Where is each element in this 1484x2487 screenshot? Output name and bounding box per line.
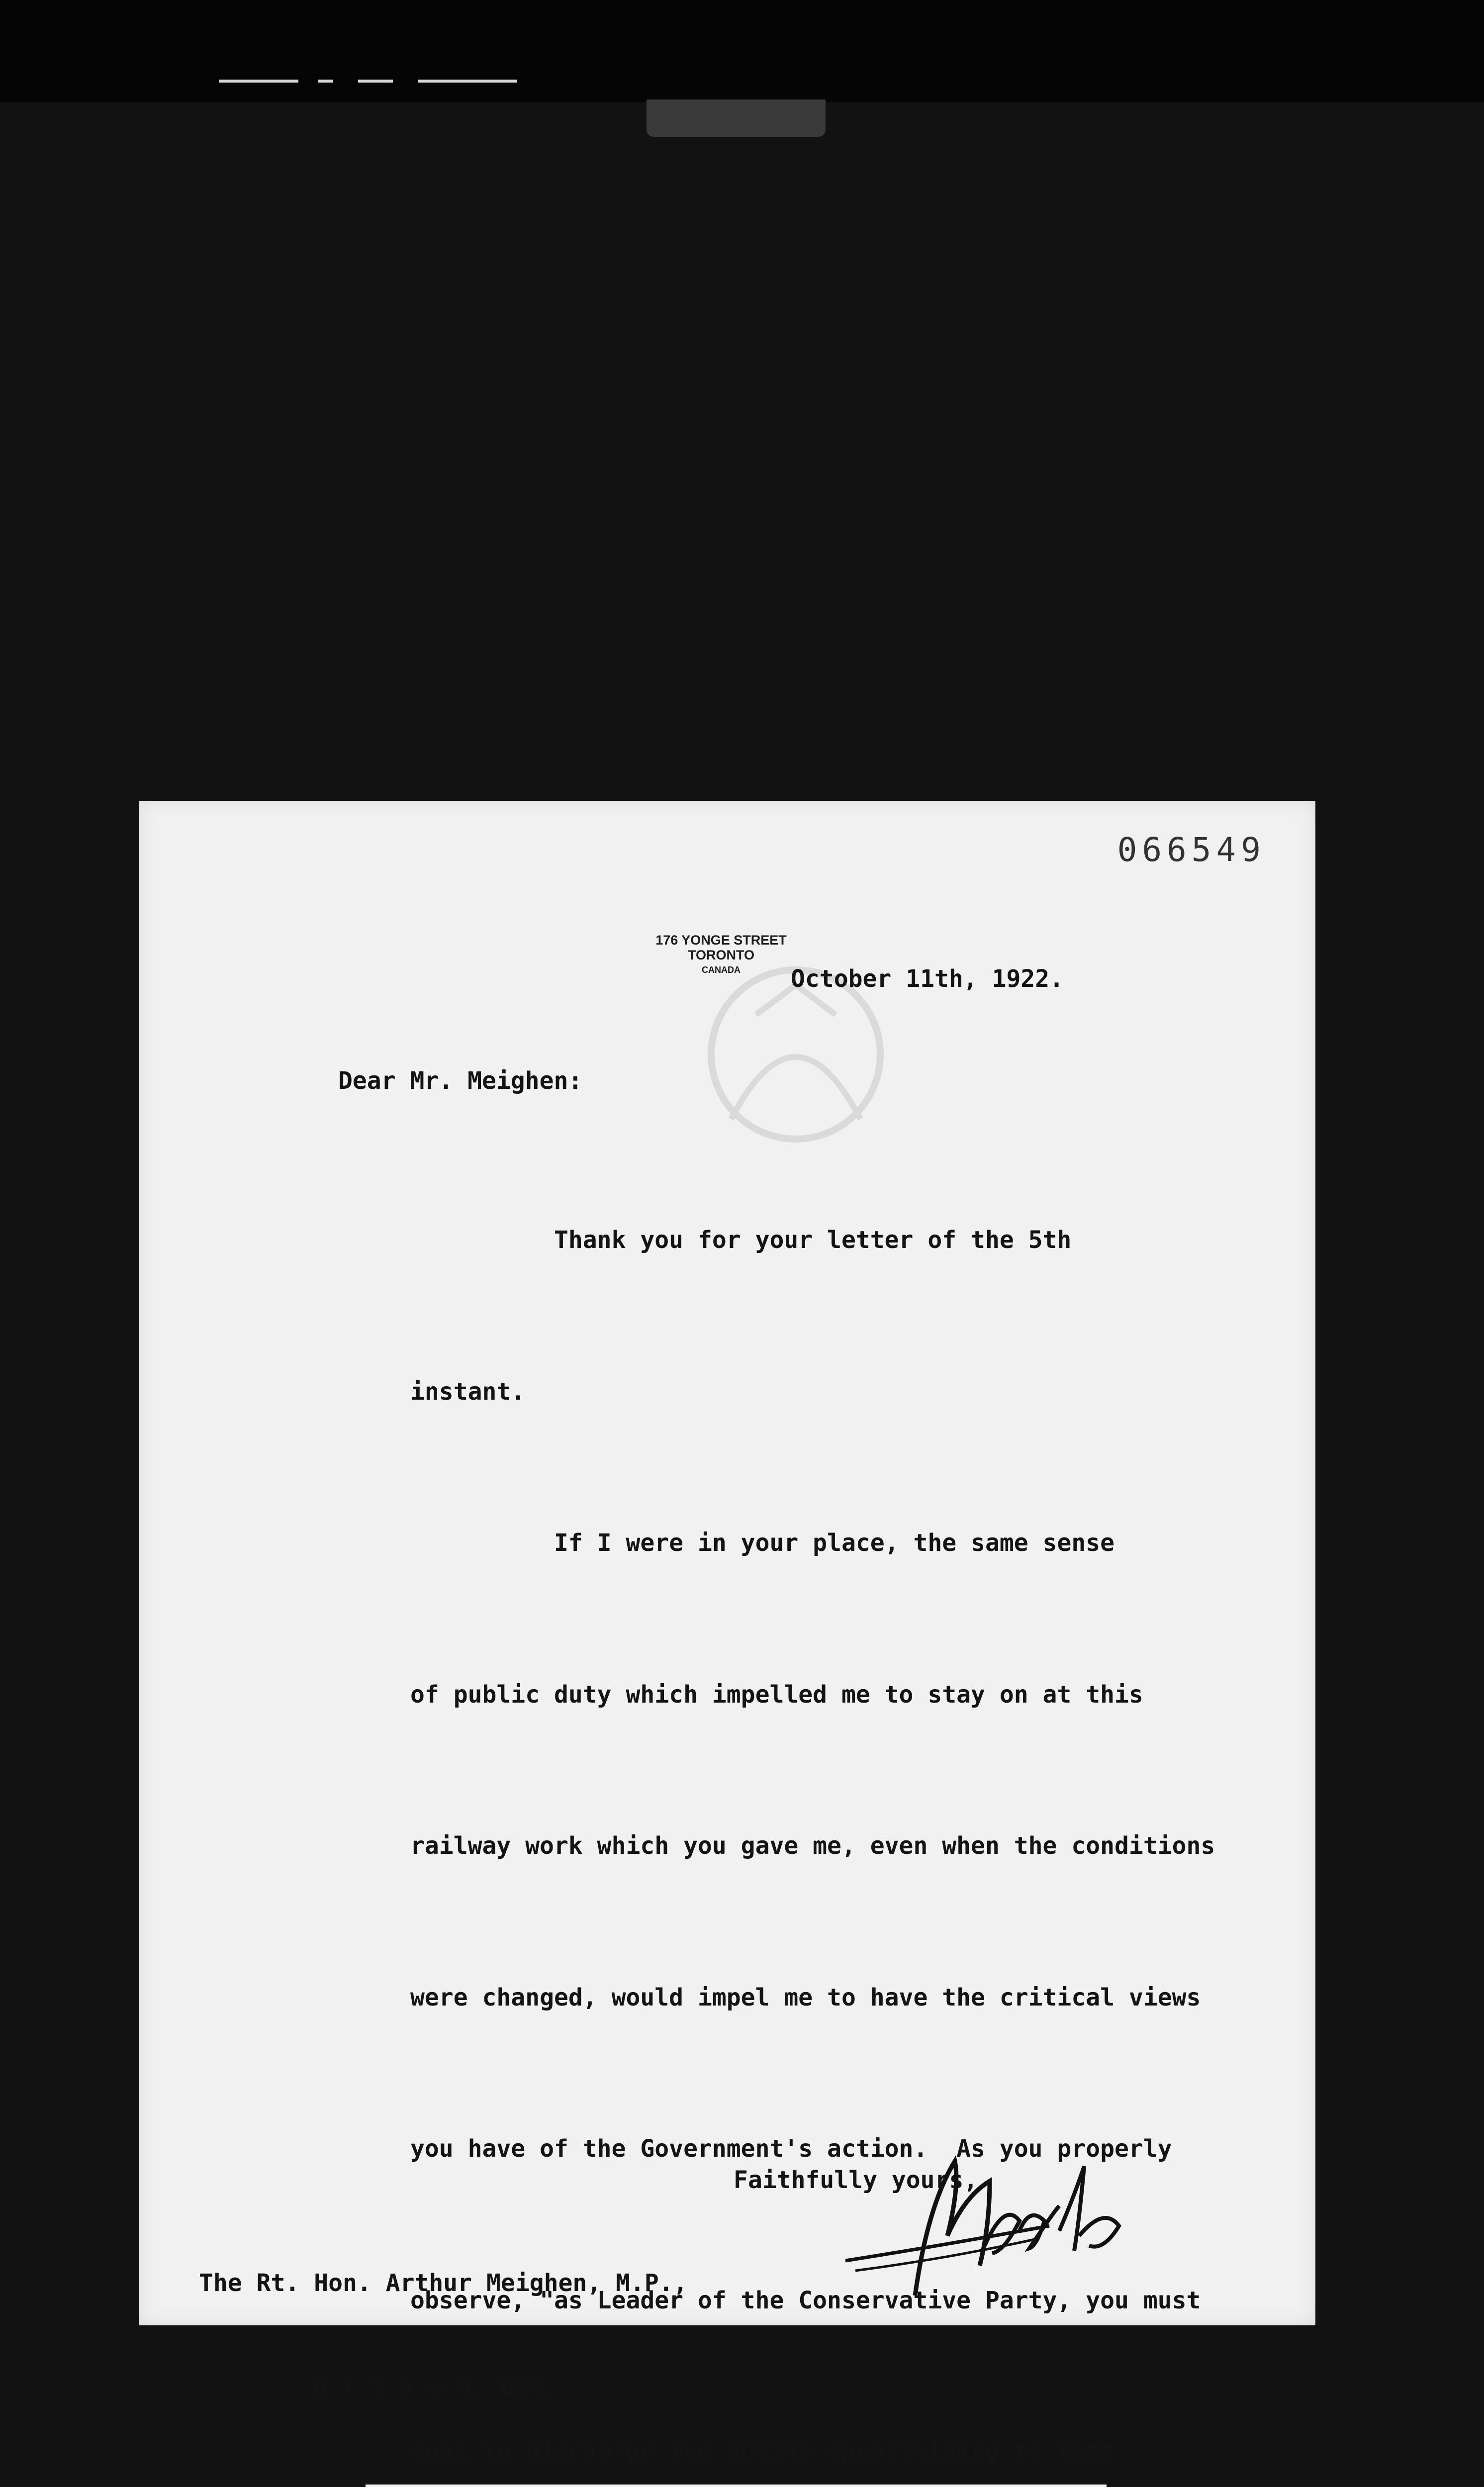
- body-line: observe, "as Leader of the Conservative Party, you must: [410, 2286, 1201, 2314]
- letter-page: [139, 801, 1315, 2466]
- body-line: Thank you for your letter of the 5th: [410, 1226, 1072, 1254]
- scan-mark: [418, 80, 517, 83]
- addressee-name: The Rt. Hon. Arthur Meighen, M.P.,: [199, 2269, 688, 2297]
- scan-mark: [219, 80, 298, 83]
- body-line: railway work which you gave me, even when the conditions: [410, 1832, 1215, 1860]
- scan-mark: [358, 80, 393, 83]
- addressee-city: O t t a w a, Ont.: [313, 2374, 558, 2401]
- body-line: you have of the Government's action. As you properly: [410, 2135, 1172, 2163]
- series-label: [366, 2485, 1107, 2487]
- document-number: 066549: [1117, 831, 1266, 869]
- microfilm-top-border: [0, 0, 1484, 102]
- closing: Faithfully yours,: [734, 2166, 978, 2194]
- film-clip-tab: [647, 99, 826, 137]
- handwritten-signature: [840, 2146, 1149, 2305]
- letter-date: October 11th, 1922.: [791, 965, 1064, 993]
- letterhead-country: CANADA: [702, 965, 741, 975]
- letterhead-street: 176 YONGE STREET: [655, 933, 787, 948]
- letterhead-city: TORONTO: [687, 948, 754, 962]
- scan-mark: [318, 80, 333, 83]
- salutation: Dear Mr. Meighen:: [338, 1067, 583, 1095]
- body-line: were changed, would impel me to have the critical views: [410, 1983, 1201, 2011]
- body-line: of public duty which impelled me to stay on at this: [410, 1680, 1143, 1709]
- body-line: instant.: [410, 1377, 526, 1406]
- letterhead-address: [637, 933, 806, 977]
- body-line: seek to discharge the duties appertaining to that: [410, 2438, 1115, 2466]
- addressee: [199, 2196, 688, 2475]
- body-line: If I were in your place, the same sense: [410, 1529, 1115, 1557]
